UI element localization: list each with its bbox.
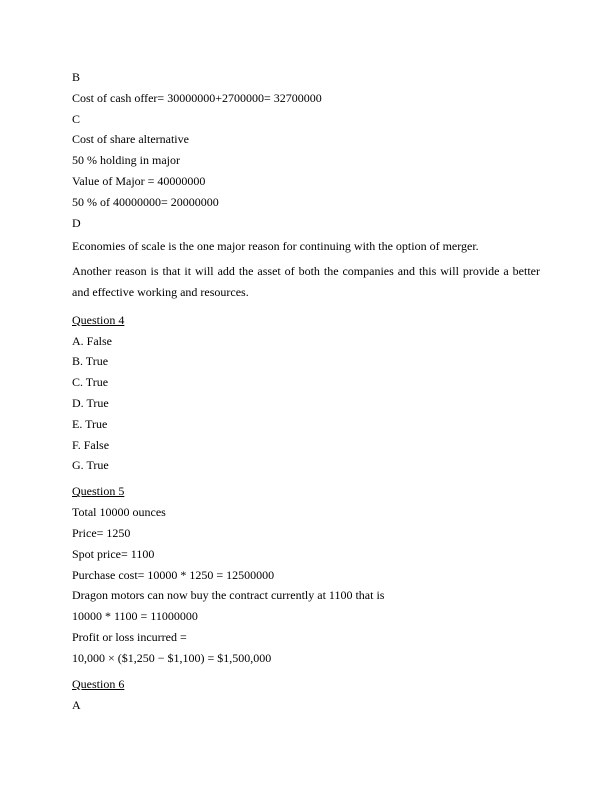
question-5-line: Purchase cost= 10000 * 1250 = 12500000 [72, 567, 275, 582]
document-page [72, 70, 540, 718]
section-d-paragraph-1: Economies of scale is the one major reason for continuing with the option of merger. [72, 239, 479, 254]
question-4-answer: D. True [72, 395, 109, 410]
cash-offer-line: Cost of cash offer= 30000000+2700000= 32700000 [72, 90, 322, 105]
fifty-percent-line: 50 % of 40000000= 20000000 [72, 194, 219, 209]
question-5-line: Price= 1250 [72, 525, 131, 540]
question-4-answer: C. True [72, 375, 109, 390]
question-5-line: Spot price= 1100 [72, 546, 155, 561]
share-alternative-title: Cost of share alternative [72, 132, 189, 147]
section-d-label: D [72, 215, 81, 230]
question-6-heading: Question 6 [72, 676, 125, 691]
section-d-paragraph-2: Another reason is that it will add the asset of both the companies and this will provide a better and effective working and resources. [72, 264, 540, 299]
question-4-answer: B. True [72, 354, 109, 369]
question-5-line: 10,000 × ($1,250 − $1,100) = $1,500,000 [72, 650, 272, 665]
question-4-answer: F. False [72, 437, 110, 452]
section-c-label: C [72, 111, 81, 126]
question-4-answer: A. False [72, 333, 112, 348]
holding-line: 50 % holding in major [72, 153, 180, 168]
question-4-answer: G. True [72, 458, 109, 473]
value-major-line: Value of Major = 40000000 [72, 173, 206, 188]
question-5-heading: Question 5 [72, 484, 125, 499]
question-4-answer: E. True [72, 416, 108, 431]
question-5-line: Profit or loss incurred = [72, 629, 187, 644]
question-4-heading: Question 4 [72, 312, 125, 327]
section-b-label: B [72, 70, 81, 84]
question-5-line: 10000 * 1100 = 11000000 [72, 609, 198, 624]
question-5-line: Dragon motors can now buy the contract currently at 1100 that is [72, 588, 385, 603]
question-6-label: A [72, 697, 81, 712]
question-5-line: Total 10000 ounces [72, 505, 166, 520]
